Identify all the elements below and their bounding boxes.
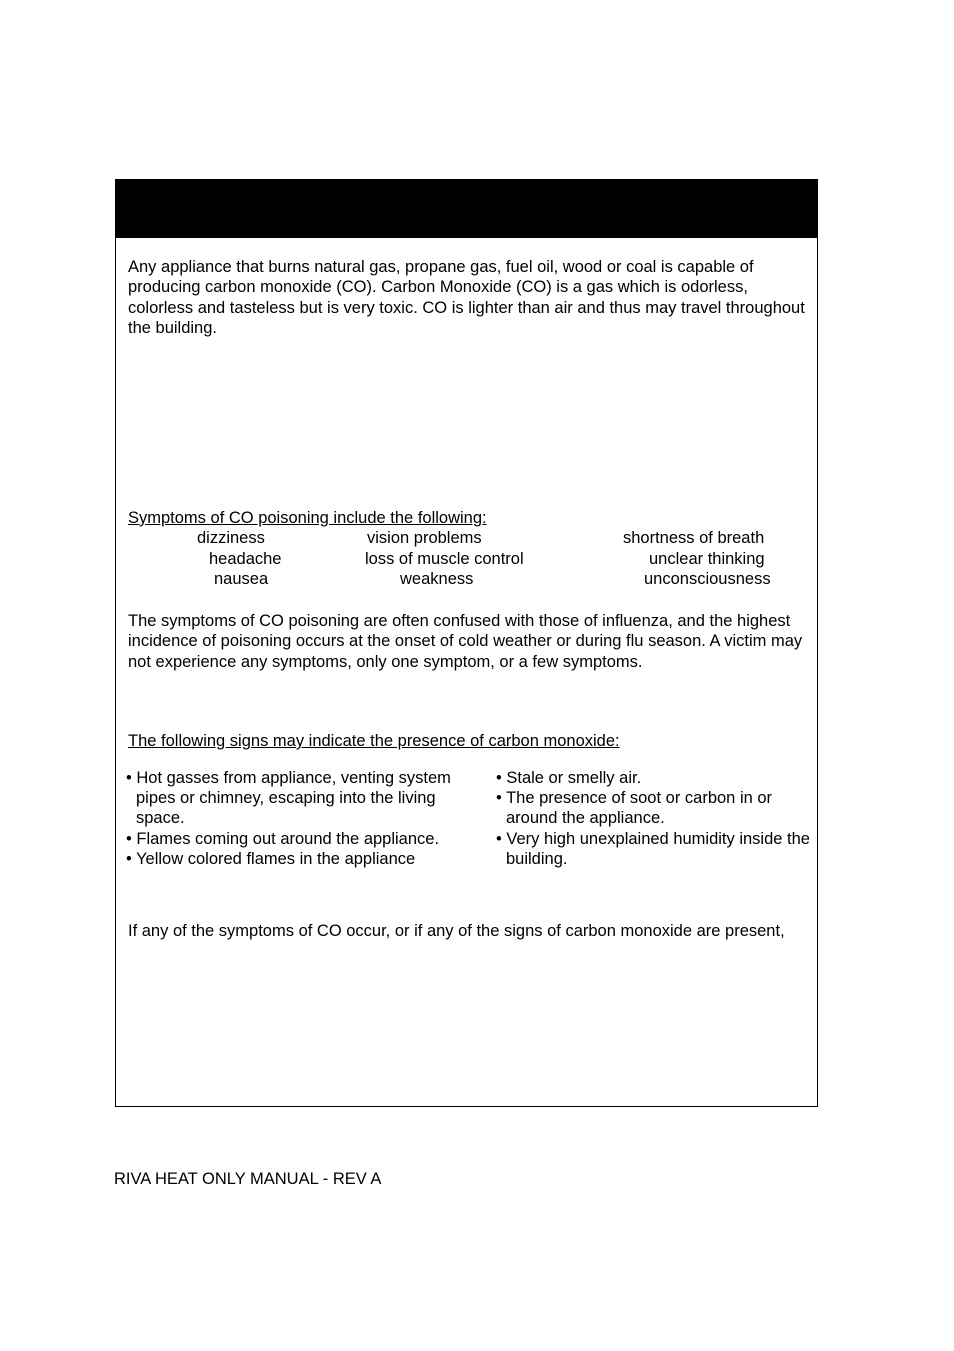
- influenza-paragraph: The symptoms of CO poisoning are often confused with those of influenza, and the highest incidence of poisoning occurs at the onset of cold weather or during flu season. A victim may not experience any symptoms, only one symptom, or a few symptoms.: [128, 612, 803, 671]
- symptom-item: unclear thinking: [649, 550, 765, 568]
- symptom-item: loss of muscle control: [365, 550, 524, 568]
- manual-footer: RIVA HEAT ONLY MANUAL - REV A: [114, 1170, 382, 1188]
- sign-item: • Stale or smelly air.: [496, 769, 642, 787]
- signs-list-left: [126, 768, 466, 869]
- symptom-item: headache: [209, 550, 282, 568]
- symptoms-heading: Symptoms of CO poisoning include the following:: [128, 509, 487, 527]
- sign-item: • Hot gasses from appliance, venting system pipes or chimney, escaping into the living space.: [126, 769, 451, 828]
- symptom-item: vision problems: [367, 529, 482, 547]
- signs-list-right: [496, 768, 811, 869]
- warning-header-bar: [116, 180, 817, 238]
- sign-item: • Flames coming out around the appliance.: [126, 829, 440, 848]
- sign-item: • The presence of soot or carbon in or around the appliance.: [496, 789, 773, 828]
- signs-heading: The following signs may indicate the presence of carbon monoxide:: [128, 732, 620, 750]
- symptom-item: unconsciousness: [644, 570, 771, 588]
- co-warning-box: [115, 179, 818, 1107]
- symptom-item: shortness of breath: [623, 529, 765, 547]
- sign-item: • Yellow colored flames in the appliance: [126, 849, 416, 868]
- intro-paragraph: Any appliance that burns natural gas, propane gas, fuel oil, wood or coal is capable of producing carbon monoxide (CO). Carbon Monoxide (CO) is a gas which is odorless, colorless and tasteless but is very toxic. CO is lighter than air and thus may travel throughout the building.: [128, 258, 805, 338]
- closing-paragraph: If any of the symptoms of CO occur, or if any of the signs of carbon monoxide are present,: [128, 922, 785, 940]
- symptom-item: dizziness: [197, 529, 265, 547]
- sign-item: • Very high unexplained humidity inside the building.: [496, 829, 810, 868]
- symptom-item: weakness: [400, 570, 474, 588]
- symptom-item: nausea: [214, 570, 269, 588]
